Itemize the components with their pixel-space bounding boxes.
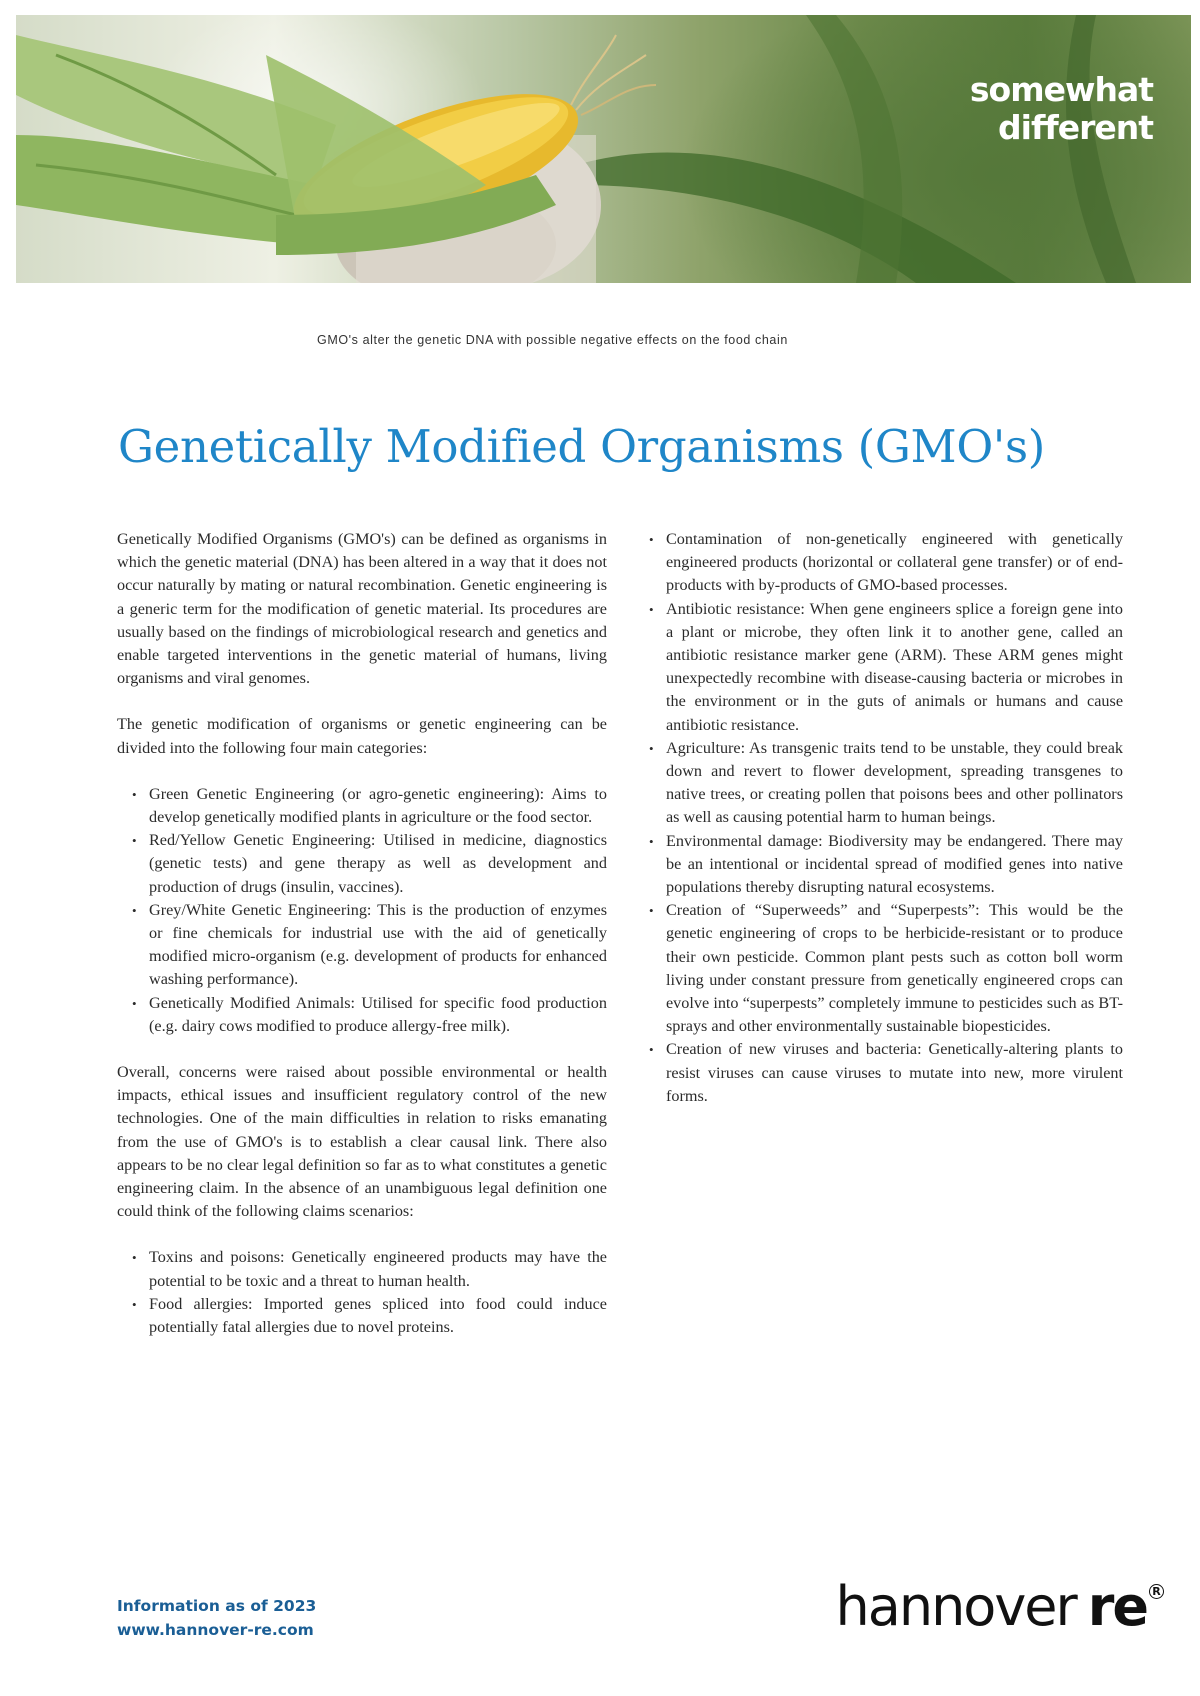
slogan-line-1: somewhat [969, 70, 1153, 109]
intro-paragraph: Genetically Modified Organisms (GMO's) can be defined as organisms in which the genetic material (DNA) has been altered in a way that it does not occur naturally by mating or natural recombination. Genetic engineering is a generic term for the modification of genetic material. Its procedures are usually based on the findings of microbiological research and genetics and enable targeted interventions in the genetic material of humans, living organisms and viral genomes. [117, 530, 607, 688]
categories-list [117, 783, 607, 1038]
categories-intro: The genetic modification of organisms or genetic engineering can be divided into the following four main categories: [117, 715, 607, 757]
concerns-paragraph: Overall, concerns were raised about possible environmental or health impacts, ethical issues and insufficient regulatory control of the new technologies. One of the main difficulties in relation to risks emanating from the use of GMO's is to establish a clear causal link. There also appears to be no clear legal definition so far as to what constitutes a genetic engineering claim. In the absence of an unambiguous legal definition one could think of the following claims scenarios: [117, 1063, 607, 1221]
company-logo [835, 1575, 1164, 1638]
scenarios-list [117, 1246, 607, 1339]
left-column [117, 528, 607, 1362]
website-link[interactable]: www.hannover-re.com [117, 1621, 314, 1639]
list-item: • Agriculture: As transgenic traits tend to be unstable, they could break down and revert to flower development, spreading transgenes to native trees, or creating pollen that poisons bees and other pollinators as well as causing potential harm to human beings. [666, 737, 1123, 830]
list-item: • Creation of new viruses and bacteria: Genetically-altering plants to resist viruses can cause viruses to mutate into new, more virulent forms. [666, 1038, 1123, 1108]
logo-word-hannover: hannover [835, 1575, 1076, 1638]
list-item: • Toxins and poisons: Genetically engineered products may have the potential to be toxic and a threat to human health. [149, 1246, 607, 1292]
info-date: Information as of 2023 [117, 1597, 317, 1615]
footer-info [117, 1594, 316, 1642]
list-item: • Genetically Modified Animals: Utilised for specific food production (e.g. dairy cows modified to produce allergy-free milk). [149, 992, 607, 1038]
list-item: • Green Genetic Engineering (or agro-genetic engineering): Aims to develop genetically modified plants in agriculture or the food sector. [149, 783, 607, 829]
right-column [648, 528, 1123, 1108]
list-item: • Antibiotic resistance: When gene engineers splice a foreign gene into a plant or microbe, they often link it to another gene, called an antibiotic resistance marker gene (ARM). These ARM genes might unexpectedly recombine with disease-causing bacteria or microbes in the environment or in the guts of animals or humans and cause antibiotic resistance. [666, 598, 1123, 737]
list-item: • Grey/White Genetic Engineering: This is the production of enzymes or fine chemicals for industrial use with the aid of genetically modified micro-organism (e.g. development of products for enhanced washing performance). [149, 899, 607, 992]
list-item: • Contamination of non-genetically engineered with genetically engineered products (horizontal or collateral gene transfer) or of end-products with by-products of GMO-based processes. [666, 528, 1123, 598]
list-item: • Food allergies: Imported genes spliced into food could induce potentially fatal allergies due to novel proteins. [149, 1293, 607, 1339]
list-item: • Environmental damage: Biodiversity may be endangered. There may be an intentional or incidental spread of modified genes into native populations thereby disrupting natural ecosystems. [666, 830, 1123, 900]
caption-pointer [0, 0, 1200, 360]
list-item: • Creation of “Superweeds” and “Superpests”: This would be the genetic engineering of crops to be herbicide-resistant or to produce their own pesticide. Common plant pests such as cotton boll worm living under constant pressure from genetically engineered crops can evolve into “superpests” completely immune to pesticides such as BT-sprays and other environmentally sustainable biopesticides. [666, 899, 1123, 1038]
slogan-line-2: different [998, 108, 1153, 147]
logo-word-re: re [1087, 1575, 1147, 1638]
scenarios-list-continued [648, 528, 1123, 1108]
registered-mark-icon: R [1149, 1584, 1164, 1599]
photo-caption: GMO's alter the genetic DNA with possible negative effects on the food chain [317, 333, 788, 347]
list-item: • Red/Yellow Genetic Engineering: Utilised in medicine, diagnostics (genetic tests) and gene therapy as well as development and production of drugs (insulin, vaccines). [149, 829, 607, 899]
page-title: Genetically Modified Organisms (GMO's) [118, 420, 1046, 473]
